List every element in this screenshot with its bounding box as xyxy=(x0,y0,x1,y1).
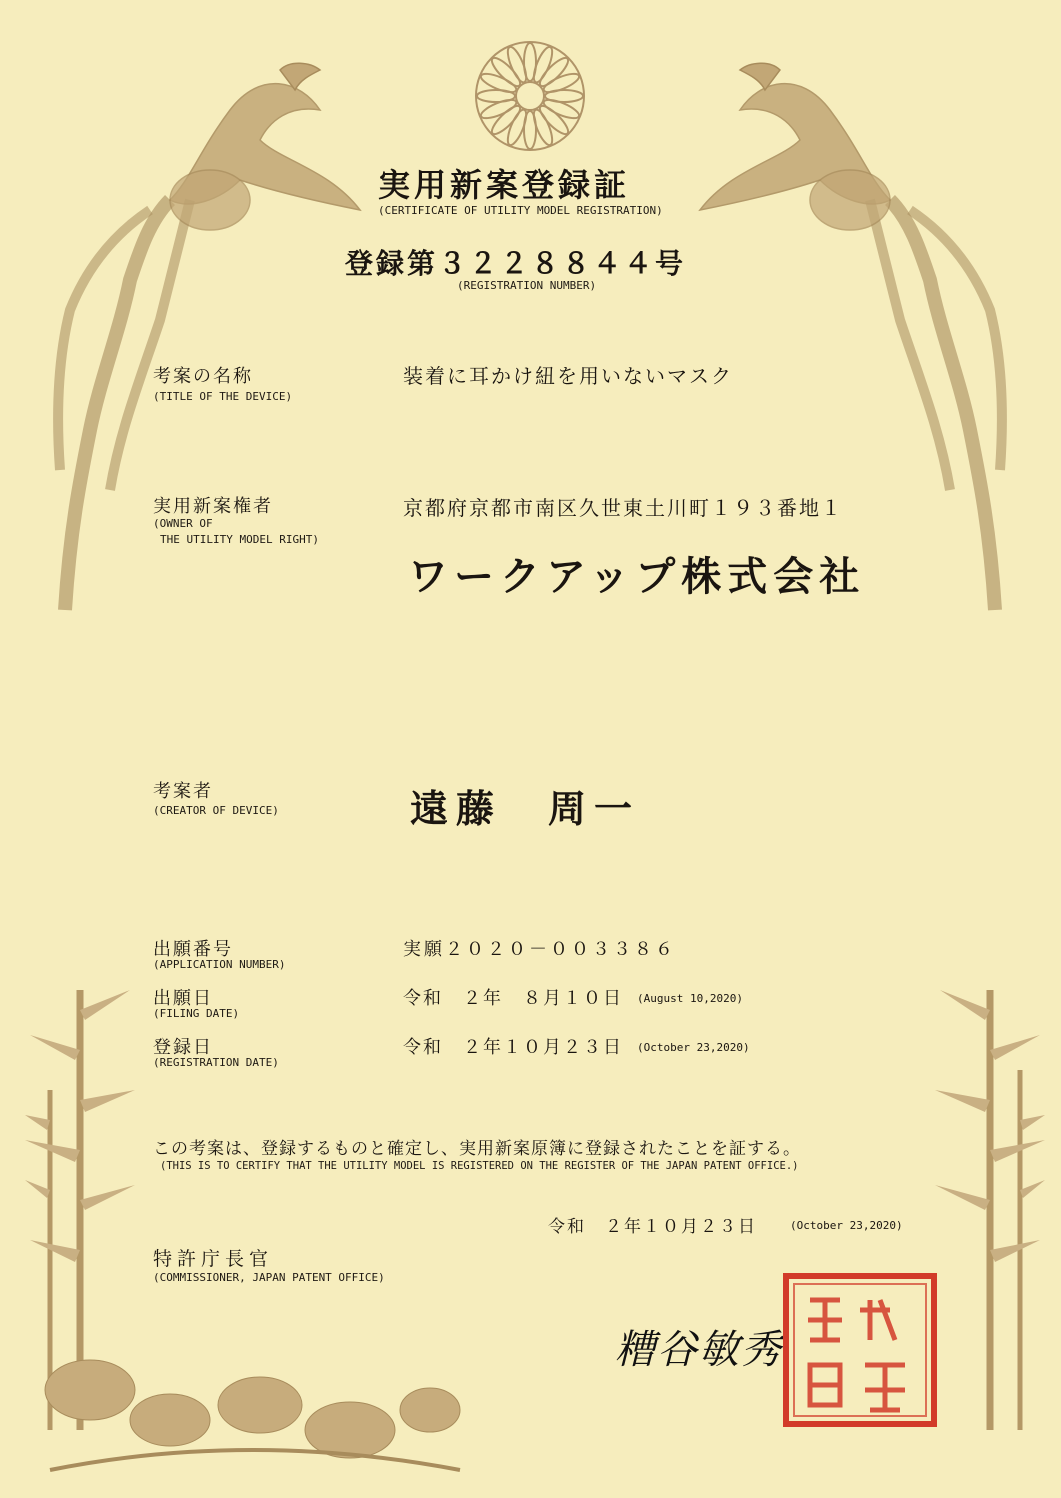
owner-label: 実用新案権者 xyxy=(153,496,273,517)
registration-date-label: 登録日 xyxy=(153,1037,213,1058)
certification-statement-en: (THIS IS TO CERTIFY THAT THE UTILITY MODEL IS REGISTERED ON THE REGISTER OF THE JAPAN PATENT OFFICE.) xyxy=(160,1160,799,1172)
certificate-title: 実用新案登録証 xyxy=(378,166,631,204)
creator-name: 遠藤 周一 xyxy=(410,786,641,831)
commissioner-signature: 糟谷敏秀 xyxy=(615,1327,783,1373)
application-number-label-en: (APPLICATION NUMBER) xyxy=(153,958,286,971)
owner-label-en-2: THE UTILITY MODEL RIGHT) xyxy=(160,533,319,546)
application-number-label: 出願番号 xyxy=(153,939,233,960)
commissioner-label-en: (COMMISSIONER, JAPAN PATENT OFFICE) xyxy=(153,1271,385,1284)
creator-label: 考案者 xyxy=(153,781,213,802)
filing-date-value-en: (August 10,2020) xyxy=(637,992,743,1005)
application-number-value: 実願２０２０－００３３８６ xyxy=(403,939,676,960)
official-seal-stamp-icon xyxy=(780,1270,940,1430)
right-phoenix-ornament-icon xyxy=(690,50,1030,630)
commissioner-label: 特許庁長官 xyxy=(153,1248,274,1270)
certification-statement: この考案は、登録するものと確定し、実用新案原簿に登録されたことを証する。 xyxy=(153,1139,801,1159)
chrysanthemum-emblem-icon xyxy=(470,36,590,156)
issue-date-en: (October 23,2020) xyxy=(790,1219,903,1232)
creator-label-en: (CREATOR OF DEVICE) xyxy=(153,804,279,817)
filing-date-value: 令和 ２年 ８月１０日 xyxy=(403,988,623,1009)
registration-number: 登録第３２２８８４４号 xyxy=(345,247,687,280)
owner-address: 京都府京都市南区久世東土川町１９３番地１ xyxy=(403,496,843,520)
owner-company: ワークアップ株式会社 xyxy=(408,553,866,600)
filing-date-label-en: (FILING DATE) xyxy=(153,1007,240,1020)
registration-number-en: (REGISTRATION NUMBER) xyxy=(457,279,597,292)
device-title-label: 考案の名称 xyxy=(153,366,253,387)
registration-date-value: 令和 ２年１０月２３日 xyxy=(403,1037,623,1058)
paulownia-leaves-ornament-icon xyxy=(30,1310,470,1480)
registration-date-value-en: (October 23,2020) xyxy=(637,1041,750,1054)
certificate-title-en: (CERTIFICATE OF UTILITY MODEL REGISTRATION) xyxy=(378,204,663,217)
device-title-value: 装着に耳かけ紐を用いないマスク xyxy=(403,364,733,388)
issue-date: 令和 ２年１０月２３日 xyxy=(548,1217,757,1237)
device-title-label-en: (TITLE OF THE DEVICE) xyxy=(153,390,293,403)
owner-label-en-1: (OWNER OF xyxy=(153,517,213,530)
registration-date-label-en: (REGISTRATION DATE) xyxy=(153,1056,279,1069)
filing-date-label: 出願日 xyxy=(153,988,213,1009)
